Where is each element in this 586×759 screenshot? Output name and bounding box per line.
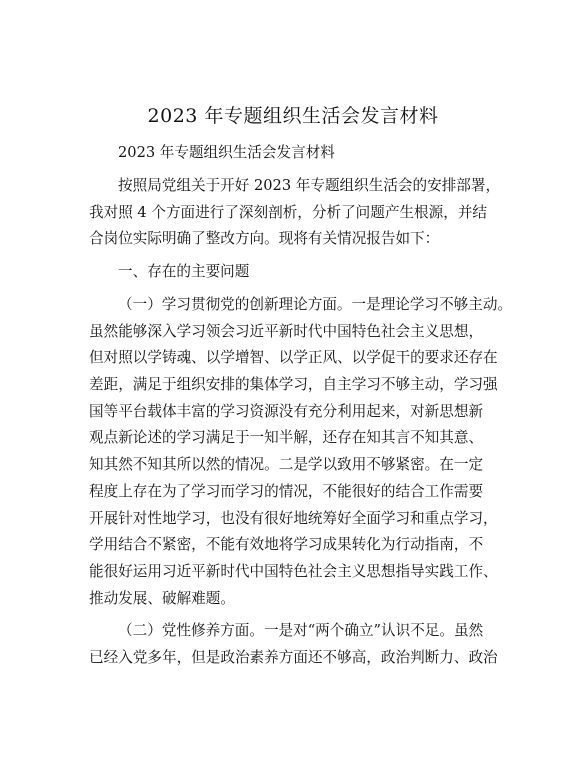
paragraph-line: 开展针对性地学习，也没有很好地统筹好全面学习和重点学习， bbox=[89, 509, 498, 527]
paragraph-line: 能很好运用习近平新时代中国特色社会主义思想指导实践工作、 bbox=[89, 562, 498, 580]
section-heading: 一、存在的主要问题 bbox=[118, 263, 250, 281]
paragraph-line: 观点新论述的学习满足于一知半解，还存在知其言不知其意、 bbox=[89, 429, 484, 447]
document-subtitle: 2023 年专题组织生活会发言材料 bbox=[118, 144, 335, 161]
paragraph-line: 差距，满足于组织安排的集体学习，自主学习不够主动，学习强 bbox=[89, 376, 498, 394]
intro-line: 合岗位实际明确了整改方向。现将有关情况报告如下： bbox=[89, 230, 440, 248]
paragraph-line: 已经入党多年，但是政治素养方面还不够高，政治判断力、政治 bbox=[89, 649, 498, 667]
paragraph-line: 但对照以学铸魂、以学增智、以学正风、以学促干的要求还存在 bbox=[89, 349, 498, 367]
intro-line: 我对照 4 个方面进行了深刻剖析，分析了问题产生根源，并结 bbox=[89, 203, 488, 221]
paragraph-line: 学用结合不紧密，不能有效地将学习成果转化为行动指南，不 bbox=[89, 536, 484, 554]
paragraph-line: 程度上存在为了学习而学习的情况，不能很好的结合工作需要 bbox=[89, 482, 484, 500]
document-title: 2023 年专题组织生活会发言材料 bbox=[147, 105, 439, 127]
document-body bbox=[89, 140, 513, 672]
paragraph-line: 推动发展、破解难题。 bbox=[89, 589, 235, 607]
paragraph-line: （一）学习贯彻党的创新理论方面。一是理论学习不够主动。 bbox=[118, 296, 513, 313]
intro-line: 按照局党组关于开好 2023 年专题组织生活会的安排部署， bbox=[118, 176, 501, 194]
paragraph-line: （二）党性修养方面。一是对“两个确立”认识不足。虽然 bbox=[118, 622, 484, 640]
paragraph-line: 国等平台载体丰富的学习资源没有充分利用起来，对新思想新 bbox=[89, 402, 484, 420]
paragraph-line: 知其然不知其所以然的情况。二是学以致用不够紧密。在一定 bbox=[89, 456, 484, 474]
paragraph-line: 虽然能够深入学习领会习近平新时代中国特色社会主义思想， bbox=[89, 322, 484, 340]
